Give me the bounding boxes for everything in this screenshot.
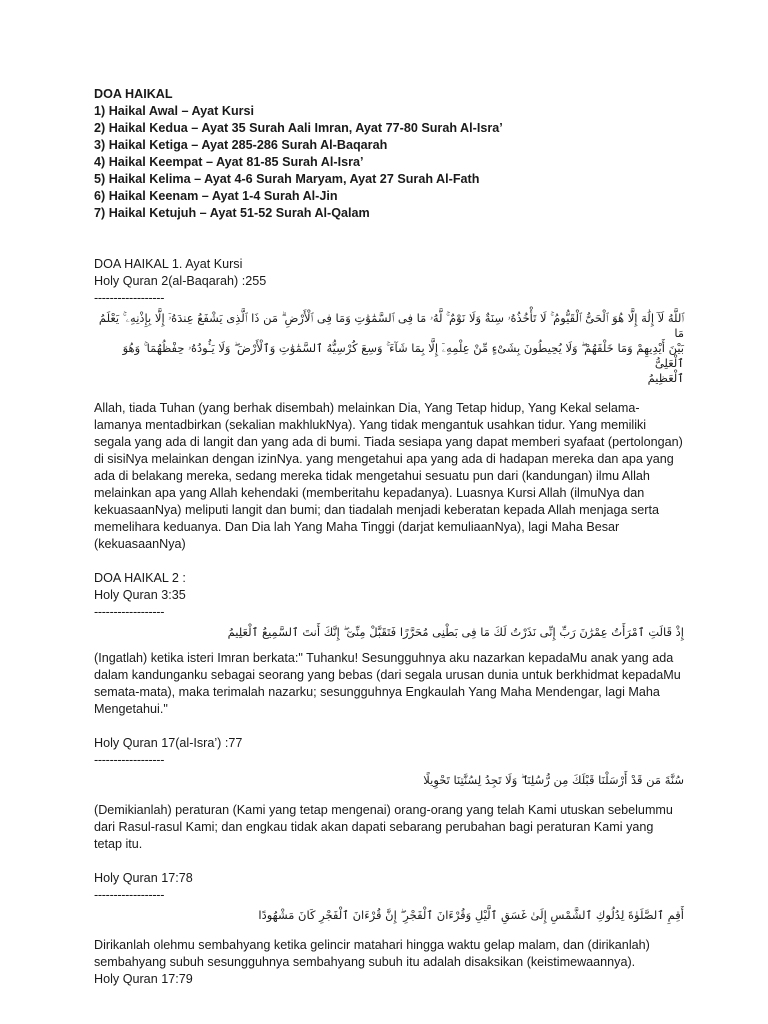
arabic-verse: إِذْ قَالَتِ ٱمْرَأَتُ عِمْرَٰنَ رَبِّ إِنِّى نَذَرْتُ لَكَ مَا فِى بَطْنِى مُحَرَّرًا فَتَقَبَّلْ مِنِّىٓ ۖ إِنَّكَ أَنتَ ٱلسَّمِيعُ ٱلْعَلِيمُ [227, 625, 684, 639]
arabic-verse [94, 311, 684, 386]
haikal-list-item: 6) Haikal Keenam – Ayat 1-4 Surah Al-Jin [94, 189, 338, 203]
section-heading: DOA HAIKAL 2 : [94, 571, 186, 585]
quran-reference: Holy Quran 2(al-Baqarah) :255 [94, 274, 267, 288]
verse-translation: Dirikanlah olehmu sembahyang ketika gelincir matahari hingga waktu gelap malam, dan (dirikanlah) sembahyang subuh sesungguhnya sembahyang subuh itu adalah disaksikan (keistimewaannya). [94, 938, 650, 969]
verse-translation: (Ingatlah) ketika isteri Imran berkata:" Tuhanku! Sesungguhnya aku nazarkan kepadaMu anak yang ada dalam kandunganku sebagai seorang yang bebas (dari segala urusan dunia untuk berkhidmat kepadaMu semata-mata), maka terimalah nazarku; sesungguhnya Engkaulah Yang Maha Mendengar, lagi Maha Mengetahui." [94, 651, 681, 716]
haikal-list-item: 5) Haikal Kelima – Ayat 4-6 Surah Maryam, Ayat 27 Surah Al-Fath [94, 172, 480, 186]
arabic-verse: أَقِمِ ٱلصَّلَوٰةَ لِدُلُوكِ ٱلشَّمْسِ إِلَىٰ غَسَقِ ٱلَّيْلِ وَقُرْءَانَ ٱلْفَجْرِ ۖ إِنَّ قُرْءَانَ ٱلْفَجْرِ كَانَ مَشْهُودًا [258, 908, 684, 922]
haikal-list-item: 7) Haikal Ketujuh – Ayat 51-52 Surah Al-Qalam [94, 206, 370, 220]
arabic-verse-line: بَيْنَ أَيْدِيهِمْ وَمَا خَلْفَهُمْ ۖ وَلَا يُحِيطُونَ بِشَىْءٍ مِّنْ عِلْمِهِۦٓ إِلَّا بِمَا شَآءَ ۚ وَسِعَ كُرْسِيُّهُ ٱلسَّمَٰوَٰتِ وَٱلْأَرْضَ ۖ وَلَا يَـُٔودُهُۥ حِفْظُهُمَا ۚ وَهُوَ ٱلْعَلِىُّ [122, 341, 684, 370]
arabic-verse-line: ٱللَّهُ لَآ إِلَٰهَ إِلَّا هُوَ ٱلْحَىُّ ٱلْقَيُّومُ ۚ لَا تَأْخُذُهُۥ سِنَةٌ وَلَا نَوْمٌ ۚ لَّهُۥ مَا فِى ٱلسَّمَٰوَٰتِ وَمَا فِى ٱلْأَرْضِ ۗ مَن ذَا ٱلَّذِى يَشْفَعُ عِندَهُۥٓ إِلَّا بِإِذْنِهِۦ ۚ يَعْلَمُ مَا [98, 311, 684, 340]
divider: ------------------ [94, 291, 165, 305]
haikal-list-item: 2) Haikal Kedua – Ayat 35 Surah Aali Imran, Ayat 77-80 Surah Al-Isra’ [94, 121, 503, 135]
document-title: DOA HAIKAL [94, 87, 173, 101]
quran-reference: Holy Quran 3:35 [94, 588, 186, 602]
haikal-list-item: 4) Haikal Keempat – Ayat 81-85 Surah Al-Isra’ [94, 155, 364, 169]
document-body [94, 86, 684, 988]
arabic-verse-line: ٱلْعَظِيمُ [647, 371, 684, 385]
section-heading: DOA HAIKAL 1. Ayat Kursi [94, 257, 243, 271]
divider: ------------------ [94, 753, 165, 767]
haikal-list-item: 1) Haikal Awal – Ayat Kursi [94, 104, 255, 118]
verse-translation: (Demikianlah) peraturan (Kami yang tetap mengenai) orang-orang yang telah Kami utuskan sebelummu dari Rasul-rasul Kami; dan engkau tidak akan dapati sebarang perubahan bagi peraturan Kami yang tetap itu. [94, 803, 673, 851]
divider: ------------------ [94, 605, 165, 619]
quran-reference: Holy Quran 17:79 [94, 972, 193, 986]
verse-translation: Allah, tiada Tuhan (yang berhak disembah) melainkan Dia, Yang Tetap hidup, Yang Kekal selama-lamanya mentadbirkan (sekalian makhlukNya). Yang tidak mengantuk usahkan tidur. Yang memiliki segala yang ada di langit dan yang ada di bumi. Tiada sesiapa yang dapat memberi syafaat (pertolongan) di sisiNya melainkan dengan izinNya. yang mengetahui apa yang ada di hadapan mereka dan apa yang ada di belakang mereka, sedang mereka tidak mengetahui sesuatu pun dari (kandungan) ilmu Allah melainkan apa yang Allah kehendaki (memberitahu kepadanya). Luasnya Kursi Allah (ilmuNya dan kekuasaanNya) meliputi langit dan bumi; dan tiadalah menjadi keberatan kepada Allah menjaga serta memelihara keduanya. Dan Dia lah Yang Maha Tinggi (darjat kemuliaanNya), lagi Maha Besar (kekuasaanNya) [94, 401, 683, 551]
quran-reference: Holy Quran 17(al-Isra’) :77 [94, 736, 243, 750]
quran-reference: Holy Quran 17:78 [94, 871, 193, 885]
haikal-list-item: 3) Haikal Ketiga – Ayat 285-286 Surah Al-Baqarah [94, 138, 388, 152]
arabic-verse: سُنَّةَ مَن قَدْ أَرْسَلْنَا قَبْلَكَ مِن رُّسُلِنَا ۖ وَلَا تَجِدُ لِسُنَّتِنَا تَحْوِيلًا [423, 773, 684, 787]
divider: ------------------ [94, 888, 165, 902]
